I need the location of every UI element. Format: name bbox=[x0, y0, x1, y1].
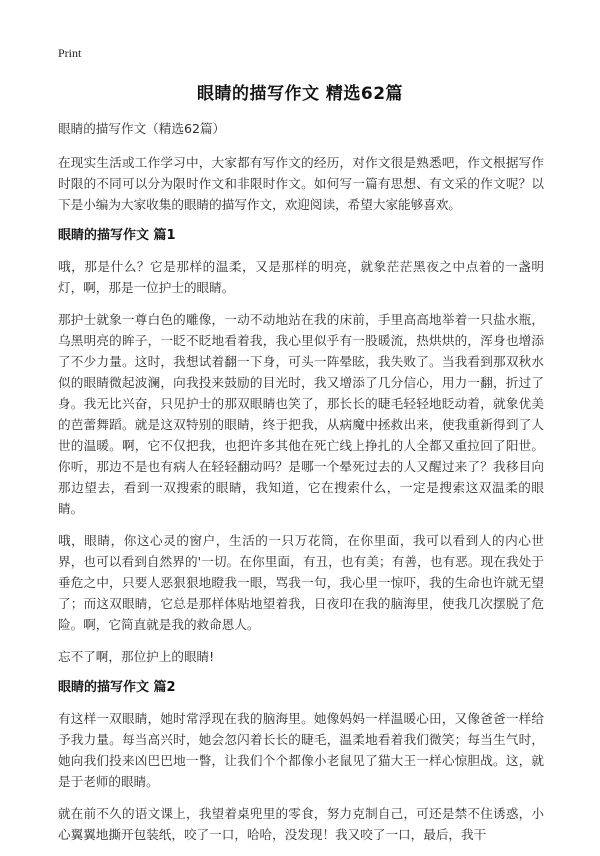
article-subtitle: 眼睛的描写作文（精选62篇） bbox=[58, 121, 226, 136]
section-heading-1: 眼睛的描写作文 篇1 bbox=[58, 228, 176, 243]
section2-paragraph-1: 有这样一双眼睛，她时常浮现在我的脑海里。她像妈妈一样温暖心田，又像爸爸一样给予我力量。每当高兴时，她会忽闪着长长的睫毛，温柔地看着我们微笑；每当生气时，她向我们投来凶巴巴地一瞥，让我们个个都像小老鼠见了猫大王一样心惊胆战。这，就是于老师的眼睛。 bbox=[58, 711, 544, 789]
section1-paragraph-4: 忘不了啊，那位护上的眼睛! bbox=[58, 649, 215, 664]
section-heading-2: 眼睛的描写作文 篇2 bbox=[58, 680, 176, 695]
page-title: 眼睛的描写作文 精选62篇 bbox=[196, 84, 404, 104]
section1-paragraph-3: 哦，眼睛，你这心灵的窗户，生活的一只万花筒，在你里面，我可以看到人的内心世界，也可以看到自然界的'一切。在你里面，有丑，也有美；有善，也有恶。现在我处于垂危之中，只要人恶狠狠地瞪我一眼，骂我一句，我心里一惊吓，我的生命也许就无望了；而这双眼睛，它总是那样体贴地望着我，日夜印在我的脑海里，使我几次摆脱了危险。啊，它简直就是我的救命恩人。 bbox=[58, 533, 544, 632]
section1-paragraph-2: 那护士就象一尊白色的雕像，一动不动地站在我的床前，手里高高地举着一只盐水瓶，乌黑明亮的眸子，一眨不眨地看着我，我心里似乎有一股暖流，热烘烘的，浑身也增添了不少力量。这时，我想试着翻一下身，可头一阵晕眩，我失败了。当我看到那双秋水似的眼睛微起波澜，向我投来鼓励的目光时，我又增添了几分信心，用力一翻，折过了身。我无比兴奋，只见护士的那双眼睛也笑了，那长长的睫毛轻轻地眨动着，就象优美的芭蕾舞蹈。就是这双特别的眼睛，终于把我，从病魔中拯救出来，使我重新得到了人世的温暖。啊，它不仅把我，也把许多其他在死亡线上挣扎的人全都又重拉回了阳世。你听，那边不是也有病人在轻轻翻动吗？是哪一个晕死过去的人又醒过来了？我移目向那边望去，看到一双搜索的眼睛，我知道，它在搜索什么，一定是搜索这双温柔的眼睛。 bbox=[58, 312, 544, 516]
section1-paragraph-1: 哦，那是什么？它是那样的温柔，又是那样的明亮，就象茫茫黑夜之中点着的一盏明灯，啊，那是一位护士的眼睛。 bbox=[58, 259, 544, 295]
section2-paragraph-2: 就在前不久的语文课上，我望着桌兜里的零食，努力克制自己，可还是禁不住诱惑，小心翼翼地撕开包装纸，咬了一口，哈哈，没发现！我又咬了一口，最后，我干 bbox=[58, 806, 544, 842]
print-link[interactable]: Print bbox=[58, 46, 82, 60]
article-body bbox=[58, 118, 544, 856]
intro-paragraph: 在现实生活或工作学习中，大家都有写作文的经历，对作文很是熟悉吧，作文根据写作时限的不同可以分为限时作文和非限时作文。如何写一篇有思想、有文采的作文呢？以下是小编为大家收集的眼睛的描写作文，欢迎阅读，希望大家能够喜欢。 bbox=[58, 155, 544, 212]
